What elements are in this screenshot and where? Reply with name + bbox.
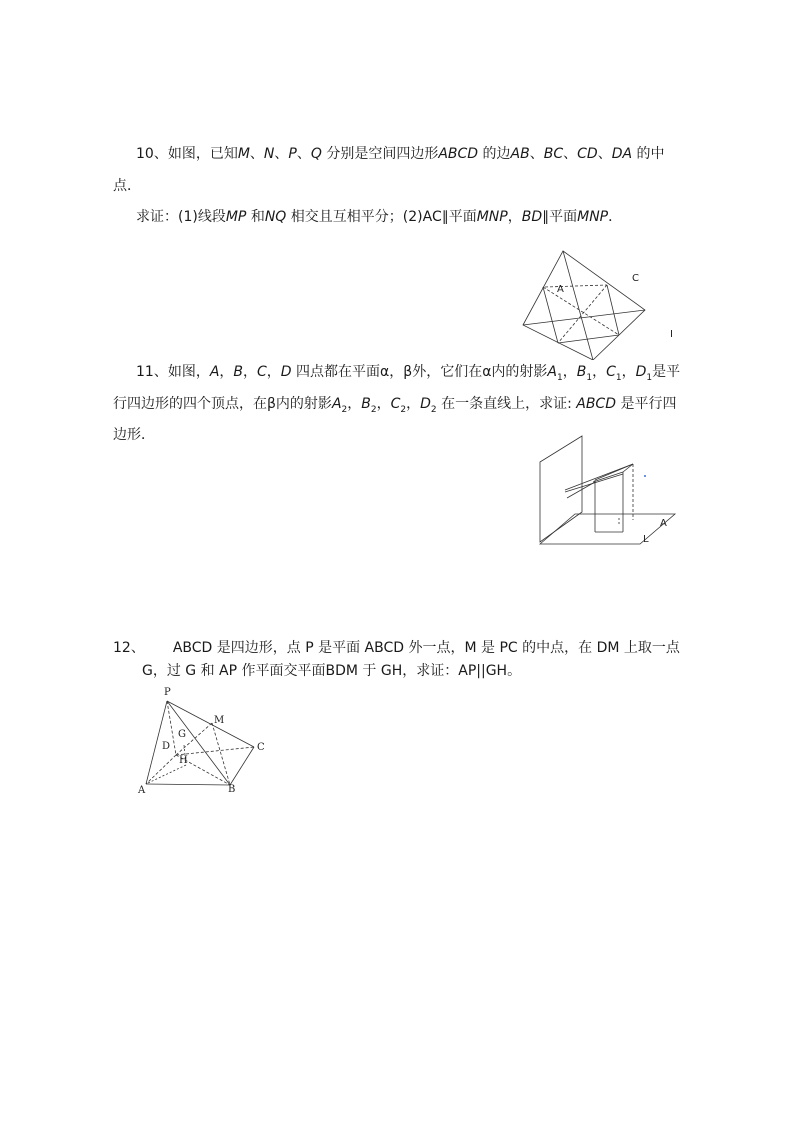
problem-10-line-3: 求证：(1)线段MP 和NQ 相交且互相平分；(2)AC∥平面MNP，BD∥平面MNP． [136, 209, 623, 225]
problem-12-line-1: 12、 ABCD 是四边形，点 P 是平面 ABCD 外一点，M 是 PC 的中点，在 DM 上取一点 [113, 640, 680, 656]
problem-10-line-2: 点． [113, 178, 141, 194]
fig12-label-g: G [178, 729, 186, 740]
problem-12-number: 12、 [113, 640, 145, 656]
problem-11-figure [535, 432, 685, 550]
fig12-label-p: P [164, 687, 171, 698]
problem-11-line-1: 11、如图，A，B，C，D 四点都在平面α，β外，它们在α内的射影$A_1$，$B_1$，$C_1$，$D_1$是平 [136, 364, 681, 383]
problem-11-line-3: 边形． [113, 427, 155, 443]
fig12-label-b: B [228, 784, 236, 795]
fig11-label-a: A [660, 518, 667, 529]
fig12-label-d: D [162, 741, 171, 752]
fig10-label-i: I [670, 329, 673, 340]
problem-10-number: 10、 [136, 146, 168, 162]
fig12-label-m: M [214, 715, 225, 726]
problem-12-figure [130, 683, 280, 798]
problem-11-number: 11、 [136, 364, 168, 380]
problem-11-line-2: 行四边形的四个顶点，在β内的射影$A_2$，$B_2$，$C_2$，$D_2$ 在一条直线上，求证: ABCD 是平行四 [113, 396, 677, 415]
fig12-label-a: A [138, 785, 146, 796]
fig11-label-l: L [643, 534, 649, 545]
problem-12-line-2: G，过 G 和 AP 作平面交平面BDM 于 GH，求证：AP||GH。 [142, 663, 522, 679]
fig10-label-a: A [557, 284, 564, 295]
problem-10-figure [515, 245, 685, 360]
fig10-label-c: C [632, 273, 639, 284]
fig12-label-h: H [179, 755, 188, 766]
fig12-label-c: C [257, 742, 265, 753]
problem-10-line-1: 10、如图，已知M、N、P、Q 分别是空间四边形ABCD 的边AB、BC、CD、DA 的中 [136, 146, 665, 162]
